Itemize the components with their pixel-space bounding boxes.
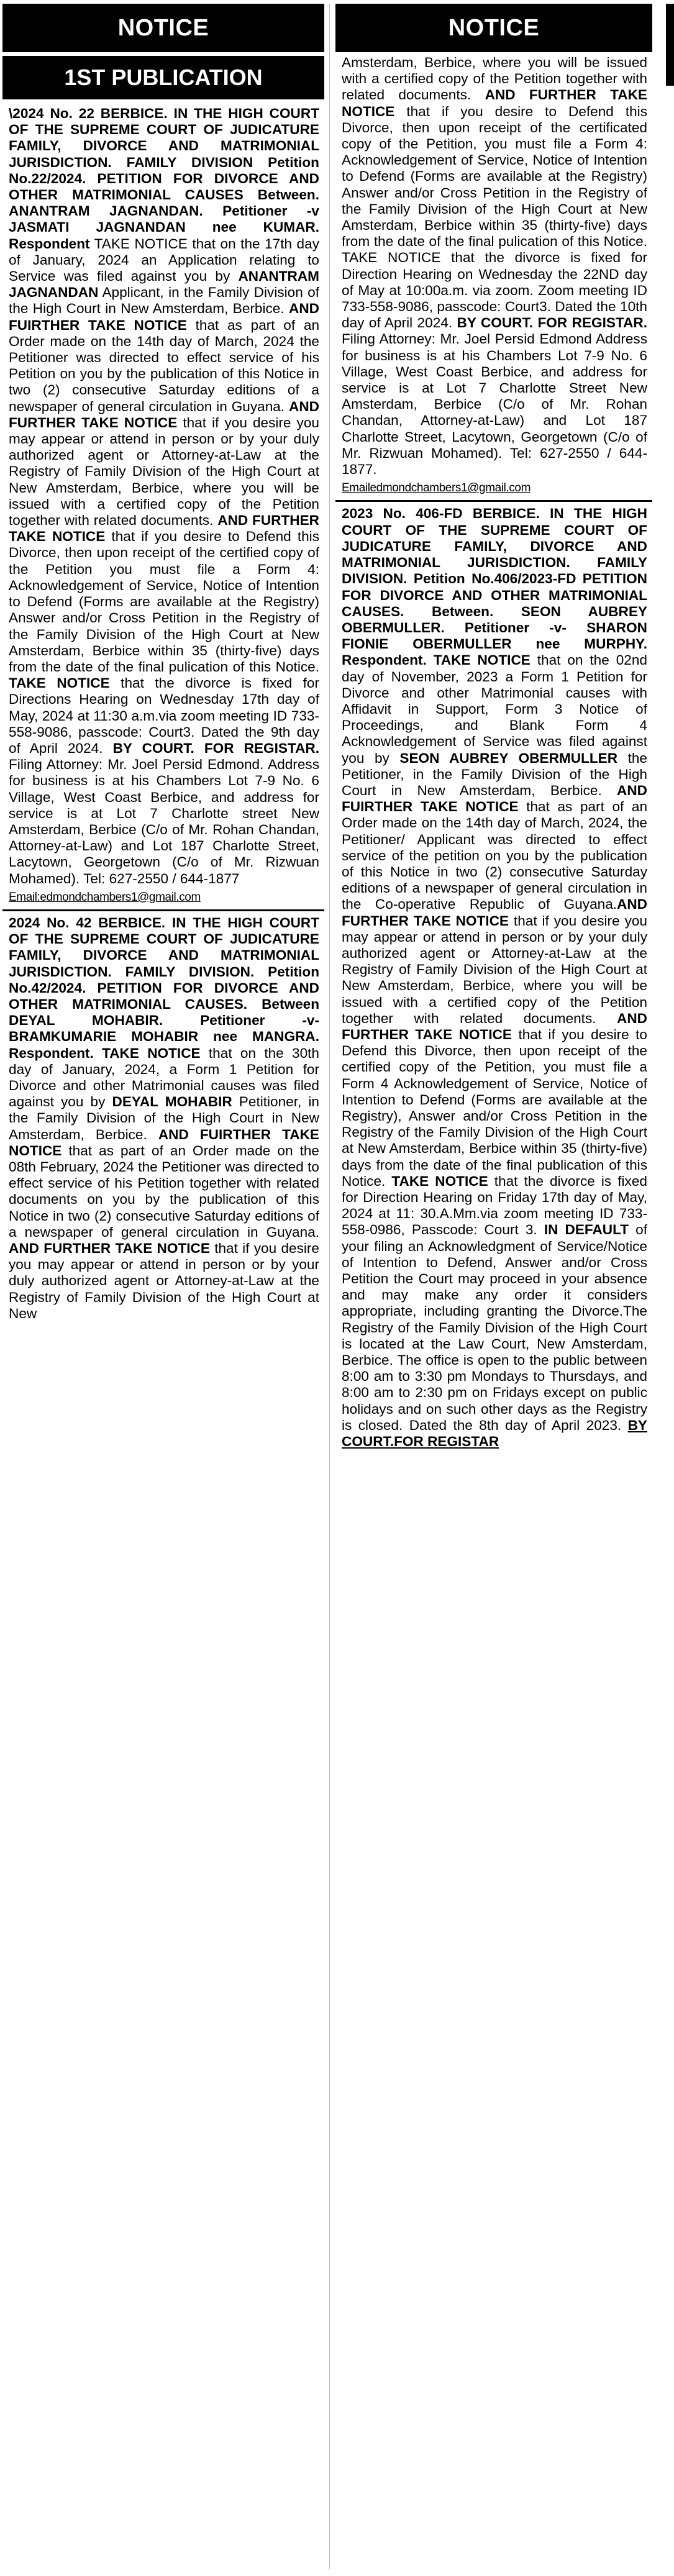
notice-text: that if you desire to Defend this Divorce, then upon receipt of the certificated copy of the Petition, you must file a Form 4: Acknowledgement of Service, Notice of Intention to Defend (Forms are available at the Registry) Answer and/or Cross Petition in the Registry of the Family Division of the High Court at New Amsterdam, Berbice within 35 (thirty-five) days from the date of the final pulication of this Notice. TAKE NOTICE that the divorce is fixed for Direction Hearing on Wednesday the 22ND day of May at 10:00a.m. via zoom. Zoom meeting ID 733-558-9086, passcode: Court3. Dated the 10th day of April 2024. <box>342 103 647 331</box>
notice-bold: AND FURTHER TAKE NOTICE <box>342 87 647 119</box>
notice-text: the Petitioner, in the Family Division of the High Court in New Amsterdam, Berbice. <box>342 750 647 798</box>
notice-bold: AND FURTHER TAKE NOTICE <box>342 1010 647 1042</box>
left-column <box>2 4 324 1324</box>
notice-bold: IN DEFAULT <box>544 1222 629 1238</box>
notice-entry-42-2024 <box>2 915 324 1322</box>
notice-entry-406-2023 <box>335 506 652 1450</box>
notice-text: TAKE NOTICE that on the 17th day of January, 2024 an Application relating to Service was filed against you by <box>9 235 319 284</box>
notice-text: that as part of an Order made on the 14th day of March, 2024 the Petitioner was directed to effect service of his Petition on you by the publication of this Notice in two (2) consecutive Saturday editions of a newspaper of general circulation in Guyana. <box>9 317 320 414</box>
notice-text: Amsterdam, Berbice, where you will be issued with a certified copy of the Petition together with related documents. <box>342 55 647 103</box>
notice-bold: AND FURTHER TAKE NOTICE <box>9 1240 210 1257</box>
notice-heading: \2024 No. 22 BERBICE. IN THE HIGH COURT OF THE SUPREME COURT OF JUDICATURE FAMILY, DIVORCE AND MATRIMONIAL JURISDICTION. FAMILY DIVISION Petition No.22/2024. PETITION FOR DIVORCE AND OTHER MATRIMONIAL CAUSES Between. ANANTRAM JAGNANDAN. Petitioner -v JASMATI JAGNANDAN nee KUMAR. Respondent <box>9 106 319 252</box>
notice-text: that as part of an Order made on the 14th day of March, 2024, the Petitioner/ Applicant was directed to effect service of the petition on you by the publication of this Notice in two (2) consecutive Saturday editions of a newspaper of general circulation in the Co-operative Republic of Guyana. <box>342 799 648 913</box>
notice-bold: TAKE NOTICE <box>9 675 110 691</box>
notice-bold: BY COURT.FOR REGISTAR <box>342 1417 647 1450</box>
right-column <box>335 4 652 1452</box>
notice-text: that on the 02nd day of November, 2023 a Form 1 Petition for Divorce and other Matrimonial causes with Affidavit in Support, Form 3 Notice of Proceedings, and Blank Form 4 Acknowledgement of Service was filed against you by <box>342 652 647 766</box>
notice-header: NOTICE <box>2 4 324 52</box>
notice-bold: AND FURTHER TAKE NOTICE <box>9 398 319 430</box>
notice-separator <box>335 500 652 502</box>
notice-text: that the divorce is fixed for Direction Hearing on Friday 17th day of May, 2024 at 11: 30.A.Mm.via zoom meeting ID 733-558-0986, Passcode: Court 3. <box>342 1173 647 1238</box>
notice-bold: BY COURT. FOR REGISTAR. <box>112 740 319 756</box>
column-divider <box>329 4 330 2569</box>
notice-text: that the divorce is fixed for Directions Hearing on Wednesday 17th day of May, 2024 at 11:30 a.m.via zoom meeting ID 733-558-9086, passcode: Court3. Dated the 9th day of April 2024. <box>9 675 319 756</box>
notice-text: of your filing an Acknowledgment of Service/Notice of Intention to Defend, Answer and/or Cross Petition the Court may proceed in your absence and may make any order it considers appropriate, including granting the Divorce.The Registry of the Family Division of the High Court is located at the Law Court, New Amsterdam, Berbice. The office is open to the public between 8:00 am to 3:30 pm Mondays to Thursdays, and 8:00 am to 2:30 pm on Fridays except on public holidays and on such other days as the Registry is closed. Dated the 8th day of April 2023. <box>342 1222 648 1433</box>
notice-bold: AND FUIRTHER TAKE NOTICE <box>9 301 319 333</box>
notice-bold: AND FURTHER TAKE NOTICE <box>9 512 319 545</box>
notice-separator <box>2 909 324 911</box>
next-column-header-edge <box>666 4 674 86</box>
notice-header: NOTICE <box>335 4 652 52</box>
notice-text: that if you desire to Defend this Divorce, then upon receipt of the certified copy of the Petition you must file a Form 4: Acknowledgement of Service, Notice of Intention to Defend (Forms are available at the Registry) Answer and/or Cross Petition in the Registry of the Family Division of the High Court at New Amsterdam, Berbice within 35 (thirty-five) days from the date of the final pulication of this Notice. <box>9 529 319 675</box>
notice-bold: ANANTRAM JAGNANDAN <box>9 268 319 301</box>
notice-text: that if you desire you may appear or attend in person or by your duly authorized agent or Attorney-at-Law at the Registry of Family Division of the High Court at New <box>9 1240 319 1321</box>
notice-text: that if you desire you may appear or attend in person or by your duly authorized agent or Attorney-at-Law at the Registry of Family Division of the High Court at New Amsterdam, Berbice, where you will be issued with a certified copy of the Petition together with related documents. <box>9 414 319 529</box>
notice-bold: DEYAL MOHABIR <box>112 1094 232 1110</box>
email-address[interactable]: Email:edmondchambers1@gmail.com <box>9 890 201 904</box>
notice-bold: AND FUIRTHER TAKE NOTICE <box>9 1126 319 1158</box>
notice-bold: AND FUIRTHER TAKE NOTICE <box>342 782 647 815</box>
notice-text: that if you desire you may appear or attend in person or by your duly authorized agent or Attorney-at-Law at the Registry of Family Division of the High Court at New Amsterdam, Berbice, where you will be issued with a certified copy of the Petition together with related documents. <box>342 913 647 1026</box>
notice-heading: 2023 No. 406-FD BERBICE. IN THE HIGH COURT OF THE SUPREME COURT OF JUDICATURE FAMILY, DIVORCE AND MATRIMONIAL JURISDICTION. FAMILY DIVISION. Petition No.406/2023-FD PETITION FOR DIVORCE AND OTHER MATRIMONIAL CAUSES. Between. SEON AUBREY OBERMULLER. Petitioner -v- SHARON FIONIE OBERMULLER nee MURPHY. Respondent. TAKE NOTICE <box>342 506 647 668</box>
notice-entry-22-2024 <box>2 106 324 906</box>
notice-text: Petitioner, in the Family Division of the High Court in New Amsterdam, Berbice. <box>9 1094 320 1142</box>
notice-entry-42-2024-continued <box>335 55 652 496</box>
notice-text: Applicant, in the Family Division of the High Court in New Amsterdam, Berbice. <box>9 284 319 317</box>
notice-text: Filing Attorney: Mr. Joel Persid Edmond Address for business is at his Chambers Lot 7-9 No. 6 Village, West Coast Berbice, and address for service is at Lot 7 Charlotte Street New Amsterdam, Berbice (C/o of Mr. Rohan Chandan, Attorney-at-Law) and Lot 187 Charlotte Street, Lacytown, Georgetown (C/o of Mr. Rizwuan Mohamed). Tel: 627-2550 / 644-1877. <box>342 331 647 478</box>
notice-bold: BY COURT. FOR REGISTAR. <box>457 315 647 331</box>
notice-bold: TAKE NOTICE <box>391 1173 488 1189</box>
notice-text: that as part of an Order made on the 08th February, 2024 the Petitioner was directed to effect service of his Petition together with related documents on you by the publication of this Notice in two (2) consecutive Saturday editions of a newspaper of general circulation in Guyana. <box>9 1142 319 1240</box>
email-address[interactable]: Emailedmondchambers1@gmail.com <box>342 481 531 495</box>
notice-bold: AND FURTHER TAKE NOTICE <box>342 896 647 929</box>
notice-text: that if you desire to Defend this Divorce, then upon receipt of the certified copy of the Petition, you must file a Form 4 Acknowledgement of Service, Notice of Intention to Defend (Forms are available at the Registry), Answer and/or Cross Petition in the Registry of the Family Division of the High Court at New Amsterdam, Berbice within 35 (thirty-five) days from the date of the final publication of this Notice. <box>342 1026 647 1189</box>
publication-subheader: 1ST PUBLICATION <box>2 56 324 99</box>
notice-heading: 2024 No. 42 BERBICE. IN THE HIGH COURT OF THE SUPREME COURT OF JUDICATURE FAMILY, DIVORCE AND MATRIMONIAL JURISDICTION. FAMILY DIVISION. Petition No.42/2024. PETITION FOR DIVORCE AND OTHER MATRIMONIAL CAUSES. Between DEYAL MOHABIR. Petitioner -v- BRAMKUMARIE MOHABIR nee MANGRA. Respondent. TAKE NOTICE <box>9 914 319 1061</box>
notice-bold: SEON AUBREY OBERMULLER <box>399 750 618 766</box>
notice-text: that on the 30th day of January, 2024, a Form 1 Petition for Divorce and other Matrimonial causes was filed against you by <box>9 1045 320 1110</box>
notice-text: Filing Attorney: Mr. Joel Persid Edmond. Address for business is at his Chambers Lot 7-9 No. 6 Village, West Coast Berbice, and address for service is at Lot 7 Charlotte street New Amsterdam, Berbice (C/o of Mr. Rohan Chandan, Attorney-at-Law) and Lot 187 Charlotte Street, Lacytown, Georgetown (C/o of Mr. Rizwuan Mohamed). Tel: 627-2550 / 644-1877 <box>9 757 319 886</box>
